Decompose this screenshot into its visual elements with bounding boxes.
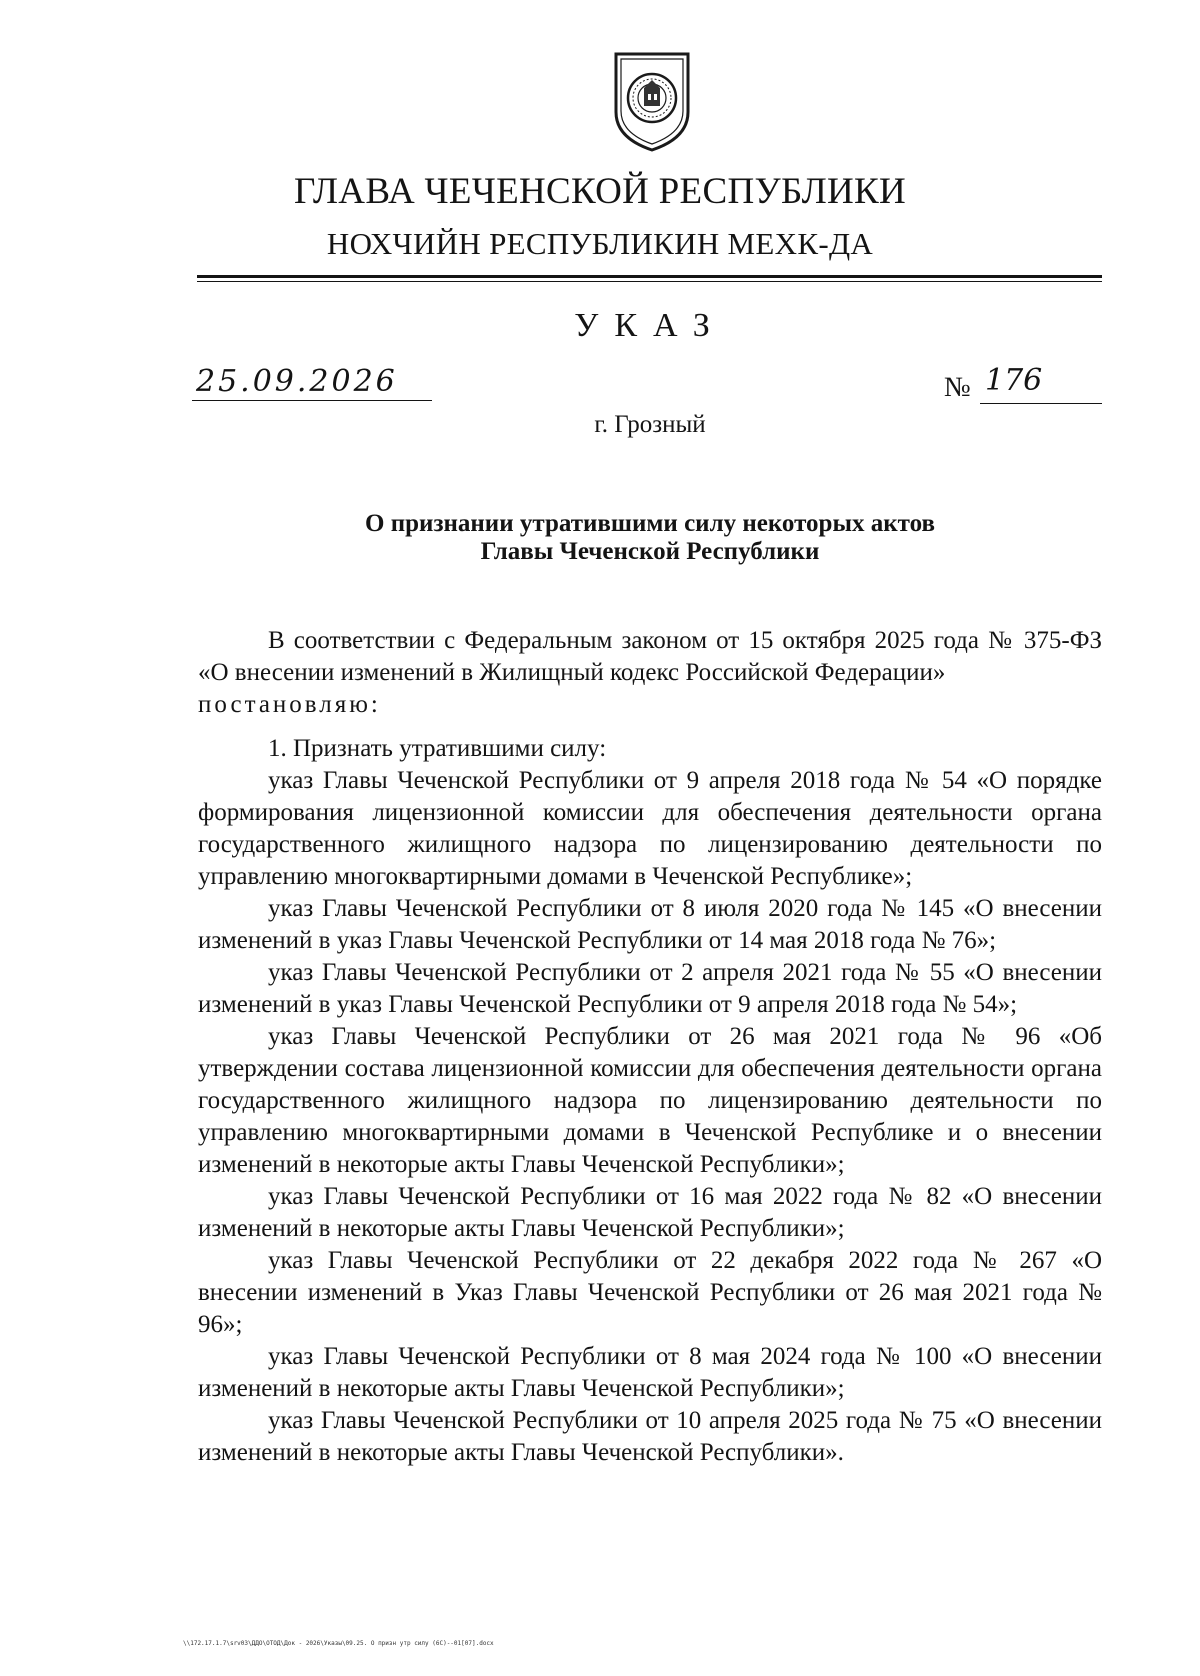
document-number-handwritten: 176 [985,363,1043,398]
header-divider-thick [197,275,1102,278]
issuer-title-chechen: НОХЧИЙН РЕСПУБЛИКИН МЕХК-ДА [326,226,874,261]
title-line: Главы Чеченской Республики [480,538,820,565]
document-body [198,625,1102,1469]
title-line: О признании утратившими силу некоторых актов [365,510,935,537]
number-sign: № [944,372,971,403]
repealed-act-item: указ Главы Чеченской Республики от 8 мая 2024 года № 100 «О внесении изменений в некоторые акты Главы Чеченской Республики»; [198,1343,1102,1402]
repealed-act-item: указ Главы Чеченской Республики от 2 апреля 2021 года № 55 «О внесении изменений в указ Главы Чеченской Республики от 9 апреля 2018 года № 54»; [198,959,1102,1018]
date-underline [192,400,432,401]
document-date-handwritten: 25.09.2026 [196,364,398,399]
file-path-footer: \\172.17.1.7\srv03\ДДО\ОТОД\Док - 2026\Указы\09.25. О призн утр силу (6С)--01[07].docx [183,1640,494,1647]
document-type: УКАЗ [574,307,726,344]
repealed-act-item: указ Главы Чеченской Республики от 9 апреля 2018 года № 54 «О порядке формирования лицензионной комиссии для обеспечения деятельности органа государственного жилищного надзора по лицензированию деятельности по управлению многоквартирными домами в Чеченской Республике»; [198,767,1102,890]
document-title [0,510,1200,566]
repealed-act-item: указ Главы Чеченской Республики от 16 мая 2022 года № 82 «О внесении изменений в некоторые акты Главы Чеченской Республики»; [198,1183,1102,1242]
resolve-word: постановляю: [198,691,381,718]
issuer-title-russian: ГЛАВА ЧЕЧЕНСКОЙ РЕСПУБЛИКИ [294,171,906,212]
repealed-act-item: указ Главы Чеченской Республики от 8 июля 2020 года № 145 «О внесении изменений в указ Главы Чеченской Республики от 14 мая 2018 года № 76»; [198,895,1102,954]
header-divider-thin [197,281,1102,282]
repealed-act-item: указ Главы Чеченской Республики от 22 декабря 2022 года № 267 «О внесении изменений в Указ Главы Чеченской Республики от 26 мая 2021 года № 96»; [198,1247,1102,1338]
number-underline [980,403,1102,404]
item-1-heading: 1. Признать утратившими силу: [268,735,607,762]
repealed-act-item: указ Главы Чеченской Республики от 26 мая 2021 года № 96 «Об утверждении состава лицензионной комиссии для обеспечения деятельности органа государственного жилищного надзора по лицензированию деятельности по управлению многоквартирными домами в Чеченской Республике и о внесении изменений в некоторые акты Главы Чеченской Республики»; [198,1023,1102,1178]
repealed-act-item: указ Главы Чеченской Республики от 10 апреля 2025 года № 75 «О внесении изменений в некоторые акты Главы Чеченской Республики». [198,1407,1102,1466]
coat-of-arms-emblem [610,50,694,154]
preamble-paragraph: В соответствии с Федеральным законом от 15 октября 2025 года № 375-ФЗ «О внесении изменений в Жилищный кодекс Российской Федерации» [198,627,1102,686]
city-of-issue: г. Грозный [594,411,706,438]
